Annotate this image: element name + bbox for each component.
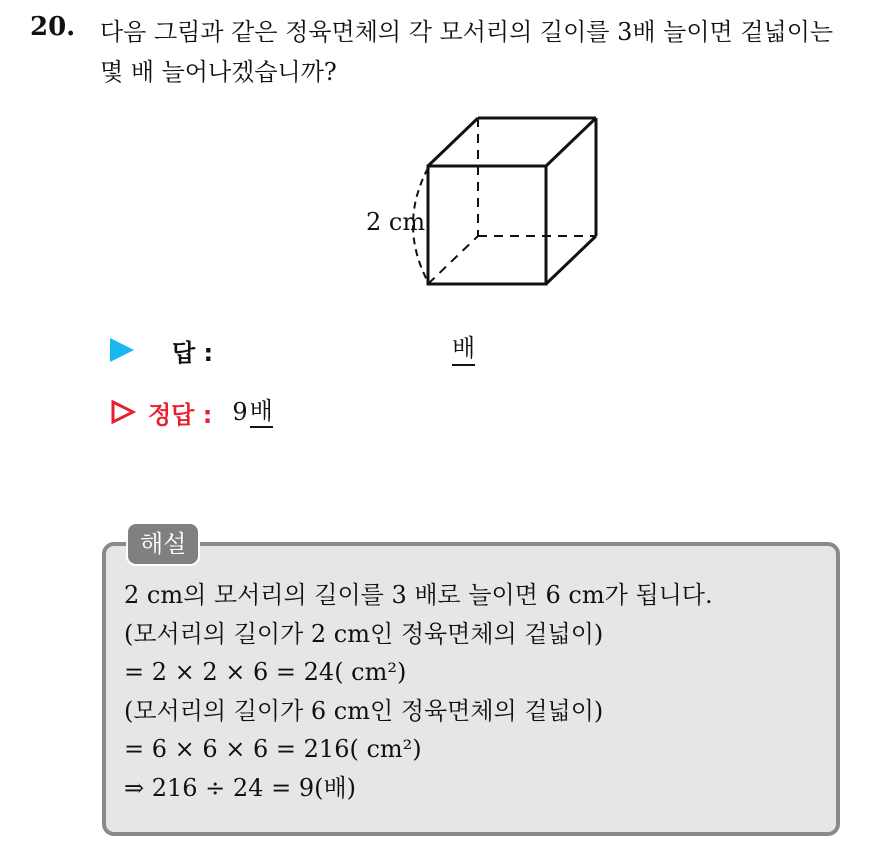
explanation-line: = 2 × 2 × 6 = 24( cm²) — [124, 658, 407, 686]
cube-edge-bottom-right — [546, 236, 596, 284]
explanation-line: (모서리의 길이가 6 cm인 정육면체의 겉넓이) — [124, 696, 604, 725]
answer-blank-unit[interactable]: 배 — [452, 332, 475, 366]
blue-triangle-icon — [110, 338, 134, 362]
correct-answer-value: 9 — [232, 398, 248, 426]
edge-length-label: 2 cm — [366, 208, 426, 236]
cube-hidden-diagonal — [428, 236, 478, 284]
question-line-1: 다음 그림과 같은 정육면체의 각 모서리의 길이를 3배 늘이면 겉넓이는 — [100, 18, 834, 46]
answer-label: 답 : — [172, 338, 214, 367]
cube-edge-top-left — [428, 118, 478, 166]
correct-answer-label: 정답 : — [148, 400, 213, 429]
explanation-line: 2 cm의 모서리의 길이를 3 배로 늘이면 6 cm가 됩니다. — [124, 581, 713, 609]
cube-figure — [340, 100, 610, 295]
explanation-text — [124, 576, 824, 807]
explanation-line: = 6 × 6 × 6 = 216( cm²) — [124, 735, 422, 763]
question-text — [100, 12, 870, 92]
question-number: 20. — [30, 12, 76, 42]
answer-row — [110, 332, 213, 368]
explanation-line: (모서리의 길이가 2 cm인 정육면체의 겉넓이) — [124, 619, 604, 648]
correct-answer-unit: 배 — [250, 396, 273, 428]
correct-answer-row — [110, 394, 273, 430]
question-line-2: 몇 배 늘어나겠습니까? — [100, 58, 337, 86]
explanation-line: ⇒ 216 ÷ 24 = 9(배) — [124, 773, 357, 802]
cube-front-face — [428, 166, 546, 284]
cube-edge-top-right — [546, 118, 596, 166]
explanation-tab: 해설 — [126, 522, 200, 566]
red-outline-triangle-icon — [110, 399, 136, 425]
